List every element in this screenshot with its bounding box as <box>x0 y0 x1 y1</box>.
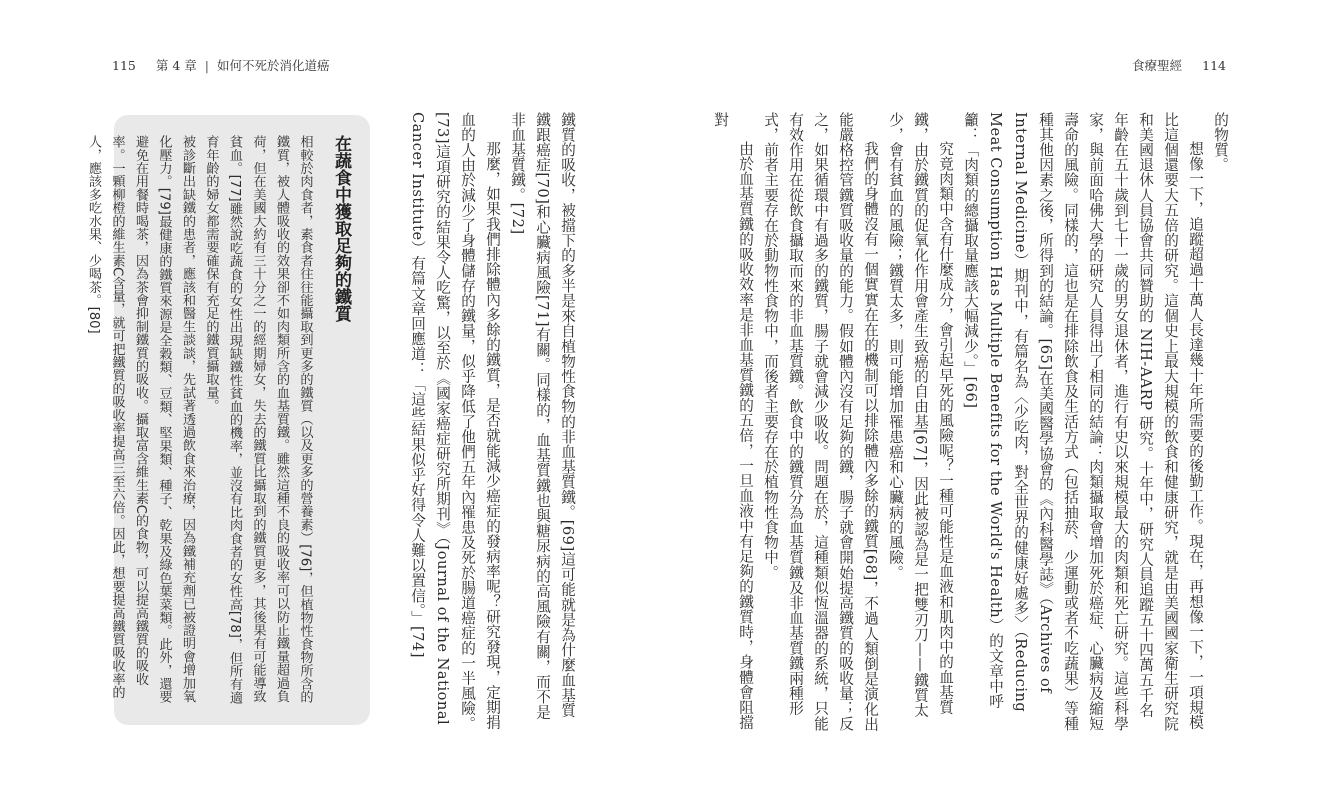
left-running-header <box>112 56 329 74</box>
sidebar-text-column <box>86 135 352 707</box>
right-body-paragraph-1: 想像一下，追蹤超過十萬人長達幾十年所需要的後勤工作。現在，再想像一下，一項規模比這個還要大五倍的研究。這個史上最大規模的飲食和健康研究，就是由美國國家衛生研究院和美國退休人員協會共同贊助的 NIH-AARP 研究。十年中，研究人員追蹤五十四萬五千名年齡在五十歲到七十一歲的男女退休者，進行有史以來規模最大的肉類和死亡研究。這些科學家，與前面哈佛大學的研究人員得出了相同的結論：肉類攝取會增加死於癌症、心臟病及縮短壽命的風險。同樣的，這也是在排除飲食及生活方式（包括抽菸、少運動或者不吃蔬果）等種種其他因素之後，所得到的結論。[65]在美國醫學協會的《內科醫學誌》（Archives of Internal Medicine）期刊中，有篇名為〈少吃肉，對全世界的健康好處多〉（Reducing Meat Consumption Has Multiple Benefits for the World's Health）的文章中呼籲：「肉類的總攝取量應該大幅減少。」[66] <box>962 112 1204 732</box>
right-body-paragraph-4: 由於血基質鐵的吸收效率是非血基質鐵的五倍，一旦血液中有足夠的鐵質時，身體會阻擋對 <box>712 112 754 731</box>
left-page-number: 115 <box>112 58 136 73</box>
right-body-paragraph-3: 我們的身體沒有一個實實在在的機制可以排除體內多餘的鐵質[68]，不過人類倒是演化出能嚴格控管鐵質吸收量的能力。假如體內沒有足夠的鐵，腸子就會開始提高鐵質的吸收量；反之，如果循環中有過多的鐵質，腸子就會減少吸收。問題在於，這種類似恆溫器的系統，只能有效作用在從飲食攝取而來的非血基質鐵。飲食中的鐵質分為血基質鐵及非血基質鐵兩種形式，前者主要存在於動物性食物中，而後者主要存在於植物性食物中。 <box>762 112 879 732</box>
chapter-title: 如何不死於消化道癌 <box>216 58 330 73</box>
right-page-number: 114 <box>1202 58 1226 73</box>
left-body-text <box>409 112 580 732</box>
right-running-header <box>1132 56 1226 74</box>
right-page <box>668 0 1336 800</box>
header-divider: | <box>204 58 209 73</box>
chapter-label: 第 4 章 <box>155 58 197 73</box>
iron-sidebar-box <box>86 115 370 725</box>
right-body-text <box>712 112 1233 732</box>
left-body-paragraph-2: 那麼，如果我們排除體內多餘的鐵質，是否就能減少癌症的發病率呢？研究發現，定期捐血的人由於減少了身體儲存的鐵量，似乎降低了他們五年內罹患及死於腸道癌症的一半風險。[73]這項研究的結果令人吃驚，以至於《國家癌症研究所期刊》（Journal of the National Cancer Institute）有篇文章回應道：「這些結果似乎好得令人難以置信。」[74] <box>409 112 501 732</box>
right-body-paragraph-0: 的物質。 <box>1212 112 1229 173</box>
right-body-paragraph-2: 究竟肉類中含有什麼成分，會引起早死的風險呢？一種可能性是血液和肌肉中的血基質鐵，由於鐵質的促氧化作用會產生致癌的自由基[67]，因此被認為是一把雙刃刀——鐵質太少，會有貧血的風險；鐵質太多，則可能增加罹患癌和心臟病的風險。 <box>887 112 954 718</box>
left-body-paragraph-1: 鐵質的吸收，被擋下的多半是來自植物性食物的非血基質鐵。[69]這可能就是為什麼血基質鐵跟癌症[70]和心臟病風險[71]有關。同樣的，血基質鐵也與糖尿病的高風險有關，而不是非血基質鐵。[72] <box>509 112 576 720</box>
sidebar-title: 在蔬食中獲取足夠的鐵質 <box>331 135 351 322</box>
book-title: 食療聖經 <box>1132 58 1183 73</box>
sidebar-paragraph-2: 被診斷出缺鐵的患者，應該和醫生談談，先試著透過飲食來治療，因為鐵補充劑已被證明會增加氧化壓力。[79]最健康的鐵質來源是全穀類、豆類、堅果類、種子、乾果及綠色葉菜類。此外，還要避免在用餐時喝茶，因為茶會抑制鐵質的吸收。攝取富含維生素C的食物，可以提高鐵質的吸收率。一顆柳橙的維生素C含量，就可把鐵質的吸收率提高三至六倍。因此，想要提高鐵質吸收率的人，應該多吃水果、少喝茶。[80] <box>86 135 195 704</box>
sidebar-paragraph-1: 相較於肉食者，素食者往往能攝取到更多的鐵質（以及更多的營養素）[76]，但植物性食物所含的鐵質，被人體吸收的效果卻不如肉類所含的血基質鐵。雖然這種不良的吸收率可以防止鐵量超過負荷，但在美國大約有三十分之一的經期婦女，失去的鐵質比攝取到的鐵質更多，其後果有可能導致貧血。[77]雖然說吃蔬食的女性出現缺鐵性貧血的機率，並沒有比肉食者的女性高[78]，但所有適育年齡的婦女都需要確保有充足的鐵質攝取量。 <box>203 135 313 704</box>
